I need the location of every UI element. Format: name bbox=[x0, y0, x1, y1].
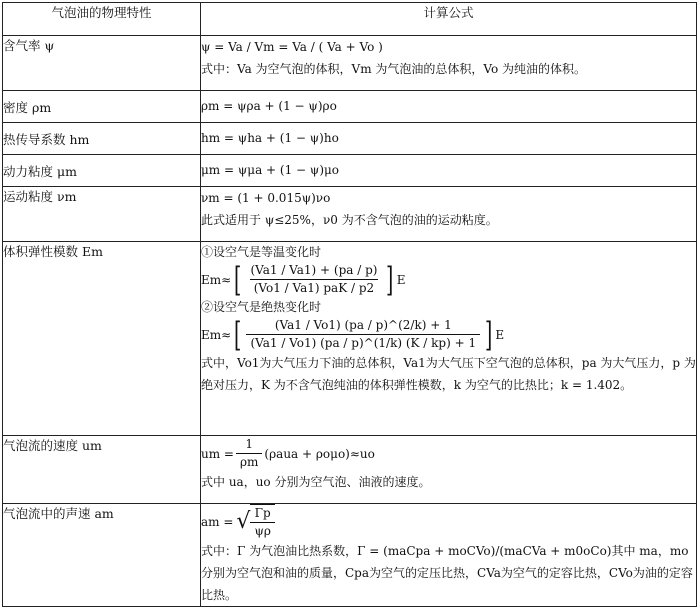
property-density: 密度 ρm bbox=[3, 91, 201, 123]
sound-lhs: am = bbox=[201, 515, 234, 529]
note-bubble-flow-speed: 式中 ua，uo 分别为空气泡、油液的速度。 bbox=[201, 475, 431, 489]
formula-cell-sound-speed bbox=[201, 504, 697, 607]
case-adiabatic: ②设空气是绝热变化时 bbox=[201, 300, 322, 314]
eq1-denominator: (Vo1 / Va1) paK / p2 bbox=[250, 279, 378, 297]
table-row bbox=[3, 436, 697, 504]
sound-denominator: ψρ bbox=[250, 522, 274, 540]
note-bulk-modulus: 式中，Vo1为大气压力下油的总体积，Va1为大气压下空气泡的总体积，pa 为大气压力，p 为绝对压力，K 为不含气泡纯油的体积弹性模数，k 为空气的比热比；k = 1.402。 bbox=[201, 356, 696, 392]
formula-bulk-adiabatic bbox=[201, 314, 505, 355]
case-isothermal: ①设空气是等温变化时 bbox=[201, 245, 322, 259]
speed-denominator: ρm bbox=[236, 453, 262, 471]
note-gas-ratio: 式中：Va 为空气泡的体积，Vm 为气泡油的总体积，Vo 为纯油的体积。 bbox=[201, 62, 586, 76]
header-property: 气泡油的物理特性 bbox=[3, 3, 201, 36]
header-formula: 计算公式 bbox=[201, 3, 697, 36]
table-row bbox=[3, 123, 697, 155]
formula-density: ρm = ψρa + (1 − ψ)ρo bbox=[201, 99, 337, 113]
bracket-right: ] bbox=[485, 314, 493, 355]
formula-cell-bubble-flow-speed bbox=[201, 436, 697, 504]
speed-numerator: 1 bbox=[245, 437, 254, 451]
property-heat-transfer: 热传导系数 hm bbox=[3, 123, 201, 155]
sqrt-sign: √ bbox=[236, 509, 251, 534]
bracket-right: ] bbox=[386, 259, 394, 300]
eq2-numerator: (Va1 / Vo1) (pa / p)^(2/k) + 1 bbox=[274, 318, 452, 332]
eq1-tail: E bbox=[396, 272, 406, 287]
speed-lhs: um = bbox=[201, 446, 234, 461]
sound-numerator: Γp bbox=[254, 506, 271, 520]
sound-fraction bbox=[250, 504, 274, 540]
property-sound-speed: 气泡流中的声速 am bbox=[3, 504, 201, 607]
eq2-tail: E bbox=[495, 327, 505, 342]
eq2-fraction bbox=[246, 317, 480, 352]
eq2-lhs: Em≈ bbox=[201, 327, 232, 342]
formula-sound-speed bbox=[201, 504, 277, 540]
eq2-denominator: (Va1 / Vo1) (pa / p)^(1/k) (K / kp) + 1 bbox=[246, 334, 480, 352]
formula-heat-transfer: hm = ψha + (1 − ψ)ho bbox=[201, 131, 339, 145]
eq1-fraction bbox=[246, 262, 381, 297]
eq1-numerator: (Va1 / Va1) + (pa / p) bbox=[250, 263, 378, 277]
property-dynamic-viscosity: 动力粘度 μm bbox=[3, 155, 201, 187]
formula-gas-ratio: ψ = Va / Vm = Va / ( Va + Vo ) bbox=[201, 40, 383, 54]
formula-cell-gas-ratio bbox=[201, 36, 697, 91]
property-gas-ratio: 含气率 ψ bbox=[3, 36, 201, 91]
table-row bbox=[3, 91, 697, 123]
eq1-lhs: Em≈ bbox=[201, 272, 232, 287]
table-row bbox=[3, 36, 697, 91]
formula-cell-heat-transfer bbox=[201, 123, 697, 155]
table-row bbox=[3, 504, 697, 607]
formula-dynamic-viscosity: μm = ψμa + (1 − ψ)μo bbox=[201, 163, 340, 177]
formula-cell-density bbox=[201, 91, 697, 123]
property-bulk-modulus: 体积弹性模数 Em bbox=[3, 242, 201, 436]
bracket-left: [ bbox=[234, 259, 242, 300]
formula-cell-bulk-modulus bbox=[201, 242, 697, 436]
formula-cell-dynamic-viscosity bbox=[201, 155, 697, 187]
speed-rhs: (ρaua + ρoμo)≈uo bbox=[264, 446, 375, 461]
note-kinematic-viscosity: 此式适用于 ψ≤25%，ν0 为不含气泡的油的运动粘度。 bbox=[201, 213, 498, 227]
table-row bbox=[3, 187, 697, 242]
property-kinematic-viscosity: 运动粘度 νm bbox=[3, 187, 201, 242]
formula-bulk-isothermal bbox=[201, 259, 406, 300]
note-sound-speed: 式中：Γ 为气泡油比热系数，Γ = (maCpa + moCVo)/(maCVa + m0oCo)其中 ma，mo 分别为空气泡和油的质量，Cpa为空气的定压比热，CVa为空气的定容比热，CVo为油的定容比热。 bbox=[201, 544, 693, 602]
formula-cell-kinematic-viscosity bbox=[201, 187, 697, 242]
formula-kinematic-viscosity: νm = (1 + 0.015ψ)νo bbox=[201, 191, 331, 205]
bracket-left: [ bbox=[234, 314, 242, 355]
table-row bbox=[3, 155, 697, 187]
table-row bbox=[3, 242, 697, 436]
table-header-row bbox=[3, 3, 697, 36]
properties-table bbox=[2, 2, 697, 607]
speed-fraction bbox=[236, 436, 262, 471]
formula-bubble-flow-speed bbox=[201, 436, 375, 471]
property-bubble-flow-speed: 气泡流的速度 um bbox=[3, 436, 201, 504]
